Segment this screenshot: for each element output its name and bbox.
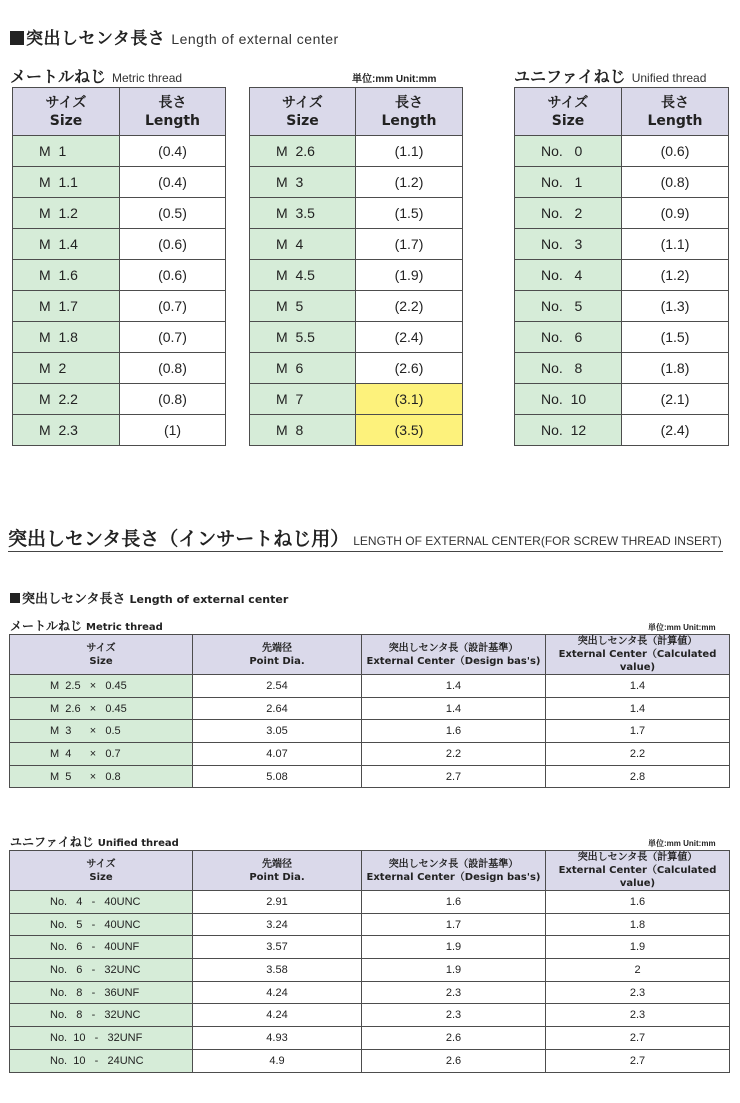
metric-heading-jp: メートルねじ xyxy=(10,67,107,86)
table-row xyxy=(13,322,226,353)
length-cell: (1.8) xyxy=(622,353,729,384)
length-cell: (1.3) xyxy=(622,291,729,322)
calc-length-cell: 1.4 xyxy=(546,697,730,720)
length-cell: (1.7) xyxy=(356,229,463,260)
table-row xyxy=(10,720,730,743)
point-dia-cell: 3.57 xyxy=(193,936,362,959)
size-cell: M 4.5 xyxy=(250,260,356,291)
table-row xyxy=(10,936,730,959)
calc-length-cell: 2.3 xyxy=(546,981,730,1004)
point-dia-cell: 3.58 xyxy=(193,959,362,982)
table-row xyxy=(13,229,226,260)
col-length-header: 長さ Length xyxy=(356,88,463,136)
length-cell: (1.5) xyxy=(622,322,729,353)
calc-length-cell: 2.7 xyxy=(546,1027,730,1050)
point-dia-cell: 2.91 xyxy=(193,891,362,914)
size-cell: No. 6 - 32UNC xyxy=(10,959,193,982)
size-cell: No. 10 - 32UNF xyxy=(10,1027,193,1050)
length-cell: (1.1) xyxy=(622,229,729,260)
length-cell: (0.7) xyxy=(120,291,226,322)
design-length-cell: 1.6 xyxy=(362,891,546,914)
table-row xyxy=(13,198,226,229)
unified-heading xyxy=(514,64,706,87)
section-title xyxy=(10,24,339,49)
table-row xyxy=(13,260,226,291)
size-cell: M 5.5 xyxy=(250,322,356,353)
insert-unified-heading-en: Unified thread xyxy=(97,838,179,849)
size-cell: M 5 × 0.8 xyxy=(10,765,193,788)
calc-length-cell: 2.8 xyxy=(546,765,730,788)
unit-label: 単位:mm Unit:mm xyxy=(352,74,437,85)
table-row xyxy=(515,384,729,415)
size-cell: No. 6 xyxy=(515,322,622,353)
length-cell: (1.2) xyxy=(356,167,463,198)
table-row xyxy=(10,765,730,788)
calc-length-cell: 2.7 xyxy=(546,1049,730,1072)
table-row xyxy=(250,260,463,291)
table-row xyxy=(250,384,463,415)
insert-title-jp: 突出しセンタ長さ（インサートねじ用） xyxy=(8,528,350,550)
square-bullet-icon xyxy=(10,31,24,45)
size-cell: No. 3 xyxy=(515,229,622,260)
size-cell: No. 10 xyxy=(515,384,622,415)
length-cell: (3.1) xyxy=(356,384,463,415)
point-dia-cell: 4.24 xyxy=(193,981,362,1004)
table-row xyxy=(515,260,729,291)
length-cell: (0.8) xyxy=(120,384,226,415)
size-cell: M 2 xyxy=(13,353,120,384)
table-row xyxy=(13,384,226,415)
unified-heading-jp: ユニファイねじ xyxy=(514,67,626,86)
insert-unit-label: 単位:mm Unit:mm xyxy=(648,623,716,632)
table-row xyxy=(515,167,729,198)
size-cell: M 3.5 xyxy=(250,198,356,229)
point-dia-cell: 4.07 xyxy=(193,743,362,766)
length-cell: (0.6) xyxy=(622,136,729,167)
insert-metric-table xyxy=(9,634,730,788)
table-row xyxy=(10,981,730,1004)
size-cell: M 1.4 xyxy=(13,229,120,260)
col-point-header: 先端径 Point Dia. xyxy=(193,851,362,891)
table-row xyxy=(250,322,463,353)
size-cell: M 4 xyxy=(250,229,356,260)
metric-heading xyxy=(10,64,182,87)
table-row xyxy=(10,743,730,766)
table-row xyxy=(515,353,729,384)
design-length-cell: 2.6 xyxy=(362,1027,546,1050)
length-cell: (0.5) xyxy=(120,198,226,229)
design-length-cell: 1.4 xyxy=(362,697,546,720)
section-title-jp: 突出しセンタ長さ xyxy=(26,29,166,49)
metric-table-2 xyxy=(249,87,463,446)
length-cell: (1.1) xyxy=(356,136,463,167)
design-length-cell: 2.3 xyxy=(362,981,546,1004)
table-row xyxy=(10,675,730,698)
size-cell: No. 4 xyxy=(515,260,622,291)
calc-length-cell: 2.2 xyxy=(546,743,730,766)
metric-table-1 xyxy=(12,87,226,446)
insert-unified-heading xyxy=(10,833,179,850)
table-row xyxy=(250,136,463,167)
table-row xyxy=(250,415,463,446)
size-cell: M 2.2 xyxy=(13,384,120,415)
insert-subtitle-en: Length of external center xyxy=(129,593,289,606)
col-size-header: サイズ Size xyxy=(250,88,356,136)
length-cell: (1) xyxy=(120,415,226,446)
size-cell: M 4 × 0.7 xyxy=(10,743,193,766)
col-size-header: サイズ Size xyxy=(10,851,193,891)
square-bullet-icon xyxy=(10,593,20,603)
table-row xyxy=(250,353,463,384)
table-row xyxy=(10,1027,730,1050)
point-dia-cell: 4.93 xyxy=(193,1027,362,1050)
size-cell: M 3 × 0.5 xyxy=(10,720,193,743)
size-cell: M 8 xyxy=(250,415,356,446)
length-cell: (2.2) xyxy=(356,291,463,322)
table-row xyxy=(10,697,730,720)
size-cell: No. 0 xyxy=(515,136,622,167)
insert-metric-heading-en: Metric thread xyxy=(86,622,163,633)
length-cell: (0.4) xyxy=(120,167,226,198)
col-design-header: 突出しセンタ長（設計基準） External Center（Design bas's) xyxy=(362,635,546,675)
point-dia-cell: 5.08 xyxy=(193,765,362,788)
size-cell: M 6 xyxy=(250,353,356,384)
size-cell: M 2.5 × 0.45 xyxy=(10,675,193,698)
design-length-cell: 2.2 xyxy=(362,743,546,766)
insert-section-title xyxy=(8,524,722,551)
size-cell: No. 6 - 40UNF xyxy=(10,936,193,959)
size-cell: M 1 xyxy=(13,136,120,167)
length-cell: (2.6) xyxy=(356,353,463,384)
table-row xyxy=(10,913,730,936)
unified-table xyxy=(514,87,729,446)
table-row xyxy=(250,167,463,198)
length-cell: (0.8) xyxy=(622,167,729,198)
col-length-header: 長さ Length xyxy=(622,88,729,136)
insert-metric-heading xyxy=(10,617,163,634)
table-row xyxy=(250,291,463,322)
point-dia-cell: 4.24 xyxy=(193,1004,362,1027)
design-length-cell: 1.9 xyxy=(362,959,546,982)
insert-metric-heading-jp: メートルねじ xyxy=(10,619,83,633)
table-row xyxy=(250,198,463,229)
size-cell: M 1.8 xyxy=(13,322,120,353)
table-row xyxy=(250,229,463,260)
table-row xyxy=(13,353,226,384)
calc-length-cell: 1.9 xyxy=(546,936,730,959)
design-length-cell: 2.6 xyxy=(362,1049,546,1072)
table-row xyxy=(13,415,226,446)
design-length-cell: 1.9 xyxy=(362,936,546,959)
point-dia-cell: 2.64 xyxy=(193,697,362,720)
col-point-header: 先端径 Point Dia. xyxy=(193,635,362,675)
insert-unified-heading-jp: ユニファイねじ xyxy=(10,835,94,849)
length-cell: (0.8) xyxy=(120,353,226,384)
table-row xyxy=(13,167,226,198)
size-cell: M 1.6 xyxy=(13,260,120,291)
insert-unit-label-2: 単位:mm Unit:mm xyxy=(648,839,716,848)
size-cell: M 1.1 xyxy=(13,167,120,198)
insert-title-en: LENGTH OF EXTERNAL CENTER(FOR SCREW THREAD INSERT) xyxy=(353,534,722,548)
length-cell: (2.4) xyxy=(356,322,463,353)
length-cell: (1.2) xyxy=(622,260,729,291)
size-cell: No. 10 - 24UNC xyxy=(10,1049,193,1072)
unified-heading-en: Unified thread xyxy=(631,71,707,85)
size-cell: M 3 xyxy=(250,167,356,198)
design-length-cell: 1.7 xyxy=(362,913,546,936)
size-cell: M 2.6 xyxy=(250,136,356,167)
col-size-header: サイズ Size xyxy=(13,88,120,136)
calc-length-cell: 1.8 xyxy=(546,913,730,936)
point-dia-cell: 3.24 xyxy=(193,913,362,936)
length-cell: (0.9) xyxy=(622,198,729,229)
size-cell: M 1.2 xyxy=(13,198,120,229)
size-cell: M 7 xyxy=(250,384,356,415)
col-size-header: サイズ Size xyxy=(10,635,193,675)
calc-length-cell: 1.4 xyxy=(546,675,730,698)
size-cell: M 2.3 xyxy=(13,415,120,446)
table-row xyxy=(13,136,226,167)
length-cell: (2.1) xyxy=(622,384,729,415)
size-cell: M 1.7 xyxy=(13,291,120,322)
table-row xyxy=(515,136,729,167)
design-length-cell: 2.7 xyxy=(362,765,546,788)
calc-length-cell: 1.7 xyxy=(546,720,730,743)
size-cell: No. 8 - 36UNF xyxy=(10,981,193,1004)
size-cell: No. 1 xyxy=(515,167,622,198)
length-cell: (2.4) xyxy=(622,415,729,446)
design-length-cell: 1.6 xyxy=(362,720,546,743)
insert-subtitle xyxy=(10,588,288,607)
col-calc-header: 突出しセンタ長（計算値） External Center（Calculated value) xyxy=(546,635,730,675)
table-row xyxy=(515,415,729,446)
metric-heading-en: Metric thread xyxy=(112,71,183,85)
size-cell: No. 5 - 40UNC xyxy=(10,913,193,936)
col-size-header: サイズ Size xyxy=(515,88,622,136)
size-cell: M 5 xyxy=(250,291,356,322)
table-row xyxy=(10,891,730,914)
col-calc-header: 突出しセンタ長（計算値） External Center（Calculated value) xyxy=(546,851,730,891)
section-divider xyxy=(8,551,723,552)
table-row xyxy=(10,959,730,982)
table-row xyxy=(515,229,729,260)
point-dia-cell: 3.05 xyxy=(193,720,362,743)
table-row xyxy=(10,1049,730,1072)
insert-subtitle-jp: 突出しセンタ長さ xyxy=(22,592,126,607)
col-design-header: 突出しセンタ長（設計基準） External Center（Design bas's) xyxy=(362,851,546,891)
design-length-cell: 2.3 xyxy=(362,1004,546,1027)
calc-length-cell: 1.6 xyxy=(546,891,730,914)
size-cell: No. 8 xyxy=(515,353,622,384)
table-row xyxy=(515,291,729,322)
length-cell: (1.5) xyxy=(356,198,463,229)
size-cell: No. 2 xyxy=(515,198,622,229)
point-dia-cell: 4.9 xyxy=(193,1049,362,1072)
insert-unified-table xyxy=(9,850,730,1073)
calc-length-cell: 2.3 xyxy=(546,1004,730,1027)
design-length-cell: 1.4 xyxy=(362,675,546,698)
size-cell: No. 4 - 40UNC xyxy=(10,891,193,914)
size-cell: No. 8 - 32UNC xyxy=(10,1004,193,1027)
section-title-en: Length of external center xyxy=(171,31,339,47)
table-row xyxy=(515,198,729,229)
calc-length-cell: 2 xyxy=(546,959,730,982)
length-cell: (0.6) xyxy=(120,229,226,260)
size-cell: No. 5 xyxy=(515,291,622,322)
col-length-header: 長さ Length xyxy=(120,88,226,136)
length-cell: (0.4) xyxy=(120,136,226,167)
length-cell: (0.6) xyxy=(120,260,226,291)
point-dia-cell: 2.54 xyxy=(193,675,362,698)
table-row xyxy=(13,291,226,322)
size-cell: M 2.6 × 0.45 xyxy=(10,697,193,720)
table-row xyxy=(10,1004,730,1027)
table-row xyxy=(515,322,729,353)
size-cell: No. 12 xyxy=(515,415,622,446)
length-cell: (1.9) xyxy=(356,260,463,291)
length-cell: (0.7) xyxy=(120,322,226,353)
length-cell: (3.5) xyxy=(356,415,463,446)
